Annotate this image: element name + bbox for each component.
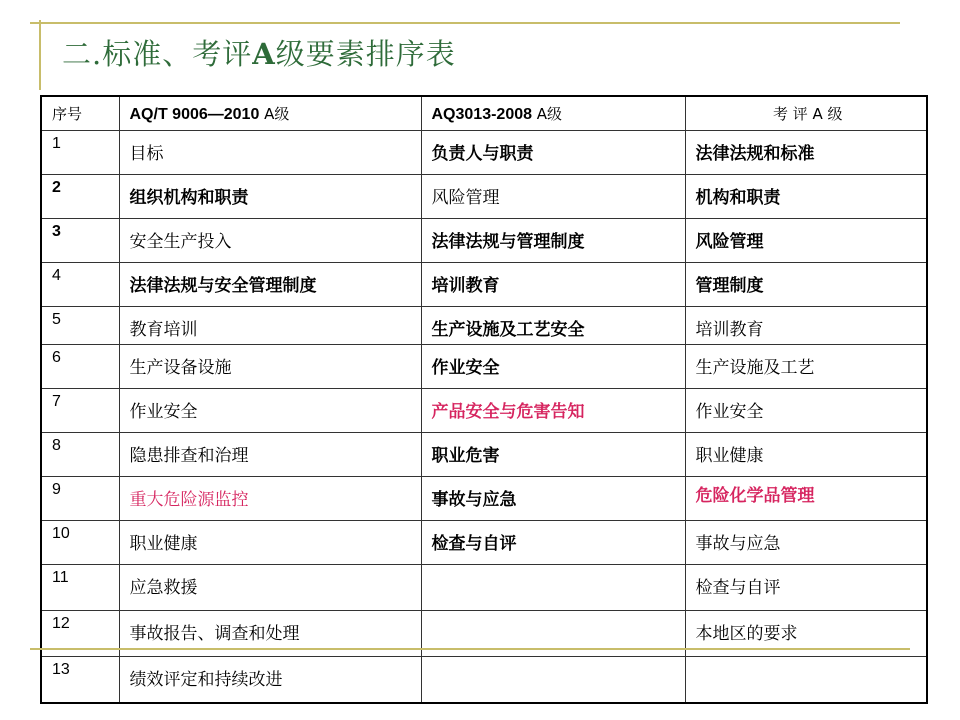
top-accent-line (30, 22, 900, 24)
cell-aq9006: 目标 (119, 131, 421, 175)
cell-aq3013: 作业安全 (421, 345, 685, 389)
cell-aq9006: 隐患排查和治理 (119, 433, 421, 477)
cell-assessment: 本地区的要求 (685, 611, 927, 657)
left-accent-line (39, 20, 41, 90)
row-number: 1 (41, 131, 119, 175)
header-col1-code: AQ/T 9006—2010 (129, 106, 260, 123)
cell-assessment: 管理制度 (685, 263, 927, 307)
cell-aq3013 (421, 565, 685, 611)
cell-assessment: 法律法规和标准 (685, 131, 927, 175)
row-number: 2 (41, 175, 119, 219)
cell-assessment: 事故与应急 (685, 521, 927, 565)
header-no: 序号 (41, 96, 119, 131)
cell-aq9006: 作业安全 (119, 389, 421, 433)
cell-aq3013: 法律法规与管理制度 (421, 219, 685, 263)
cell-aq9006: 法律法规与安全管理制度 (119, 263, 421, 307)
cell-aq9006: 安全生产投入 (119, 219, 421, 263)
table-row (41, 307, 927, 345)
cell-assessment (685, 657, 927, 703)
table-row (41, 131, 927, 175)
cell-aq3013: 产品安全与危害告知 (421, 389, 685, 433)
table-row (41, 521, 927, 565)
table-row (41, 389, 927, 433)
cell-aq3013: 风险管理 (421, 175, 685, 219)
header-col2-code: AQ3013-2008 (431, 106, 533, 123)
cell-aq3013: 生产设施及工艺安全 (421, 307, 685, 345)
row-number: 7 (41, 389, 119, 433)
cell-assessment: 培训教育 (685, 307, 927, 345)
row-number: 9 (41, 477, 119, 521)
cell-aq9006: 生产设备设施 (119, 345, 421, 389)
cell-aq3013: 负责人与职责 (421, 131, 685, 175)
row-number: 3 (41, 219, 119, 263)
cell-aq9006: 事故报告、调查和处理 (119, 611, 421, 657)
row-number: 12 (41, 611, 119, 657)
cell-aq9006: 组织机构和职责 (119, 175, 421, 219)
cell-aq3013: 检查与自评 (421, 521, 685, 565)
table-row (41, 433, 927, 477)
table-row (41, 657, 927, 703)
cell-aq3013 (421, 657, 685, 703)
slide-title (62, 32, 456, 73)
table-row (41, 565, 927, 611)
table-row (41, 477, 927, 521)
cell-assessment: 作业安全 (685, 389, 927, 433)
header-col3: 考 评 A 级 (685, 96, 927, 131)
title-prefix: 二.标准、考评 (62, 37, 253, 71)
header-col1-suffix: A级 (259, 105, 290, 123)
element-ranking-table (40, 95, 928, 704)
cell-aq3013: 职业危害 (421, 433, 685, 477)
cell-assessment: 职业健康 (685, 433, 927, 477)
row-number: 5 (41, 307, 119, 345)
table-row (41, 175, 927, 219)
cell-assessment: 检查与自评 (685, 565, 927, 611)
cell-assessment: 风险管理 (685, 219, 927, 263)
row-number: 8 (41, 433, 119, 477)
cell-aq9006: 应急救援 (119, 565, 421, 611)
table-row (41, 345, 927, 389)
row-number: 10 (41, 521, 119, 565)
table-row (41, 219, 927, 263)
cell-assessment: 机构和职责 (685, 175, 927, 219)
title-bold: A (252, 37, 276, 71)
cell-assessment: 危险化学品管理 (685, 477, 927, 521)
cell-assessment: 生产设施及工艺 (685, 345, 927, 389)
cell-aq3013: 培训教育 (421, 263, 685, 307)
cell-aq9006: 重大危险源监控 (119, 477, 421, 521)
cell-aq9006: 职业健康 (119, 521, 421, 565)
table-header-row (41, 96, 927, 131)
cell-aq9006: 绩效评定和持续改进 (119, 657, 421, 703)
row-number: 11 (41, 565, 119, 611)
cell-aq3013: 事故与应急 (421, 477, 685, 521)
row-number: 6 (41, 345, 119, 389)
title-suffix: 级要素排序表 (275, 37, 456, 71)
cell-aq9006: 教育培训 (119, 307, 421, 345)
table-row (41, 263, 927, 307)
row-number: 13 (41, 657, 119, 703)
header-col2-suffix: A级 (532, 105, 563, 123)
header-col2 (421, 96, 685, 131)
row-number: 4 (41, 263, 119, 307)
bottom-accent-line (30, 648, 910, 650)
header-col1 (119, 96, 421, 131)
